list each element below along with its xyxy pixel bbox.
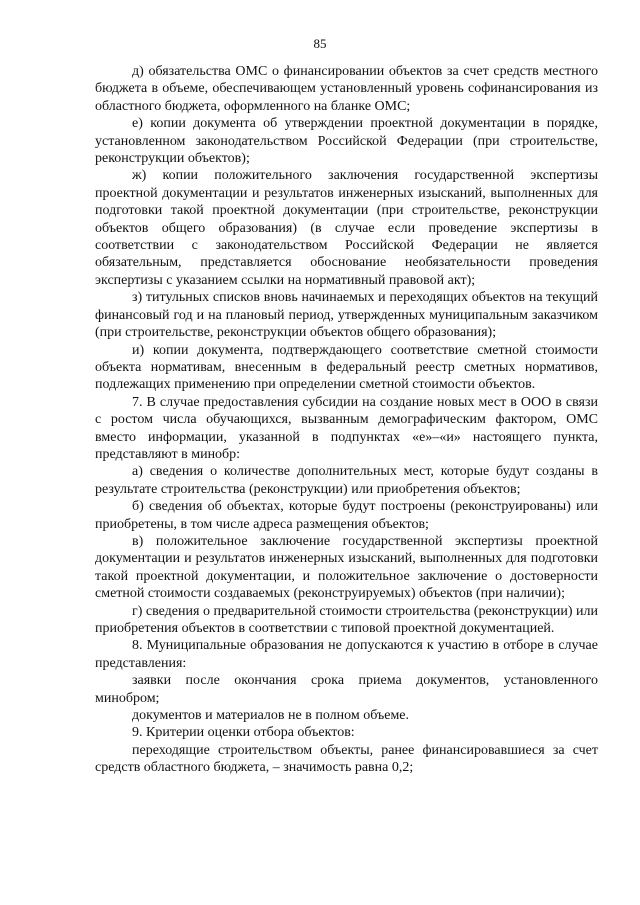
paragraph-7v: в) положительное заключение государственной экспертизы проектной документации и результатов инженерных изысканий, выполненных для подготовки такой проектной документации, и положительное заключение о достоверности сметной стоимости создаваемых (реконструируемых) объектов (при наличии); bbox=[95, 533, 598, 602]
paragraph-9-item-1: переходящие строительством объекты, ранее финансировавшиеся за счет средств областного бюджета, – значимость равна 0,2; bbox=[95, 742, 598, 776]
paragraph-7b: б) сведения об объектах, которые будут построены (реконструированы) или приобретены, в том числе адреса размещения объектов; bbox=[95, 499, 598, 532]
paragraph-7g: г) сведения о предварительной стоимости строительства (реконструкции) или приобретения объектов в соответствии с типовой проектной документацией. bbox=[95, 603, 598, 636]
paragraph-9: 9. Критерии оценки отбора объектов: bbox=[132, 725, 355, 741]
paragraph-8: 8. Муниципальные образования не допускаются к участию в отборе в случае представления: bbox=[95, 638, 598, 671]
paragraph-8-item-1: заявки после окончания срока приема документов, установленного минобром; bbox=[95, 673, 598, 706]
paragraph-e: е) копии документа об утверждении проектной документации в порядке, установленном законодательством Российской Федерации (при строительстве, реконструкции объектов); bbox=[95, 116, 598, 167]
paragraph-7: 7. В случае предоставления субсидии на создание новых мест в ООО в связи с ростом числа обучающихся, вызванным демографическим фактором, ОМС вместо информации, указанной в подпунктах «е»–«и» настоящего пункта, представляют в минобр: bbox=[95, 394, 598, 462]
paragraph-i: и) копии документа, подтверждающего соответствие сметной стоимости объекта нормативам, внесенным в федеральный реестр сметных нормативов, подлежащих применению при определении сметной стоимости объектов. bbox=[95, 342, 598, 393]
paragraph-z: з) титульных списков вновь начинаемых и переходящих объектов на текущий финансовый год и на плановый период, утвержденных муниципальным заказчиком (при строительстве, реконструкции объектов общего образования); bbox=[95, 290, 598, 341]
page-number: 85 bbox=[313, 36, 327, 51]
paragraph-zh: ж) копии положительного заключения государственной экспертизы проектной документации и результатов инженерных изысканий, выполненных для подготовки такой проектной документации (при строительстве, реконструкции объектов общего образования) (в случае если проведение экспертизы в соответствии с законодательством Российской Федерации не является обязательным, представляется обоснование необязательности проведения экспертизы с указанием ссылки на нормативный правовой акт); bbox=[95, 168, 598, 288]
paragraph-8-item-2: документов и материалов не в полном объеме. bbox=[132, 708, 410, 724]
paragraph-d: д) обязательства ОМС о финансировании объектов за счет средств местного бюджета в объеме, обеспечивающем установленный уровень софинансирования из областного бюджета, оформленного на бланке ОМС; bbox=[95, 64, 598, 114]
paragraph-7a: а) сведения о количестве дополнительных мест, которые будут созданы в результате строительства (реконструкции) или приобретения объектов; bbox=[95, 464, 598, 497]
document-body bbox=[95, 63, 598, 777]
